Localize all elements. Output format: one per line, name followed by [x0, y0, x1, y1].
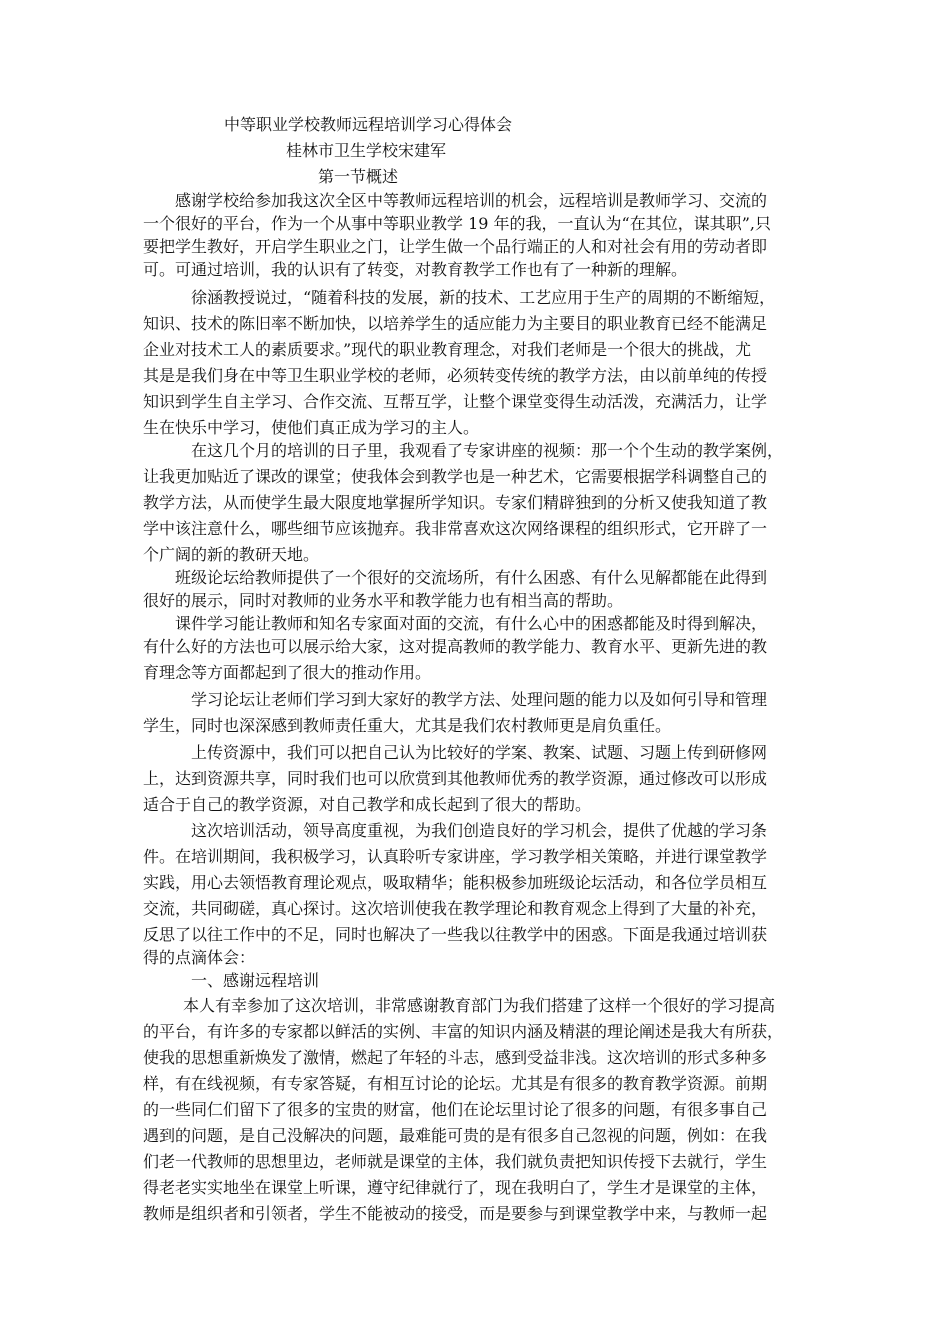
- body-line: 件。在培训期间，我积极学习，认真聆听专家讲座，学习教学相关策略，并进行课堂教学: [143, 847, 768, 866]
- body-line: 要把学生教好，开启学生职业之门，让学生做一个品行端正的人和对社会有用的劳动者即: [143, 237, 768, 256]
- body-line: 的平台，有许多的专家都以鲜活的实例、丰富的知识内涵及精湛的理论阐述是我大有所获，: [143, 1022, 784, 1041]
- body-line: 徐涵教授说过，“随着科技的发展，新的技术、工艺应用于生产的周期的不断缩短，: [191, 288, 776, 307]
- document-title: 中等职业学校教师远程培训学习心得体会: [224, 115, 513, 134]
- body-line: 知识到学生自主学习、合作交流、互帮互学，让整个课堂变得生动活泼，充满活力，让学: [143, 392, 768, 411]
- body-line: 教学方法，从而使学生最大限度地掌握所学知识。专家们精辟独到的分析又使我知道了教: [143, 493, 768, 512]
- body-line: 学生，同时也深深感到教师责任重大，尤其是我们农村教师更是肩负重任。: [143, 716, 672, 735]
- body-line: 生在快乐中学习，使他们真正成为学习的主人。: [143, 418, 480, 437]
- subsection-heading: 一、感谢远程培训: [191, 971, 320, 990]
- body-line: 育理念等方面都起到了很大的推动作用。: [143, 663, 432, 682]
- body-line: 样，有在线视频，有专家答疑，有相互讨论的论坛。尤其是有很多的教育教学资源。前期: [143, 1074, 768, 1093]
- section-title: 第一节概述: [318, 167, 399, 186]
- body-line: 本人有幸参加了这次培训，非常感谢教育部门为我们搭建了这样一个很好的学习提高: [183, 996, 776, 1015]
- body-line: 上，达到资源共享，同时我们也可以欣赏到其他教师优秀的教学资源，通过修改可以形成: [143, 769, 768, 788]
- body-line: 学中该注意什么，哪些细节应该抛弃。我非常喜欢这次网络课程的组织形式，它开辟了一: [143, 519, 768, 538]
- body-line: 适合于自己的教学资源，对自己教学和成长起到了很大的帮助。: [143, 795, 592, 814]
- body-line: 这次培训活动，领导高度重视，为我们创造良好的学习机会，提供了优越的学习条: [191, 821, 768, 840]
- body-line: 感谢学校给参加我这次全区中等教师远程培训的机会，远程培训是教师学习、交流的: [175, 191, 768, 210]
- body-line: 其是是我们身在中等卫生职业学校的老师，必须转变传统的教学方法，由以前单纯的传授: [143, 366, 768, 385]
- body-line: 交流，共同砌磋，真心探讨。这次培训使我在教学理论和教育观念上得到了大量的补充，: [143, 899, 768, 918]
- body-line: 遇到的问题，是自己没解决的问题，最难能可贵的是有很多自己忽视的问题，例如：在我: [143, 1126, 768, 1145]
- body-line: 让我更加贴近了课改的课堂；使我体会到教学也是一种艺术，它需要根据学科调整自己的: [143, 467, 768, 486]
- body-line: 企业对技术工人的素质要求。”现代的职业教育理念，对我们老师是一个很大的挑战，尤: [143, 340, 752, 359]
- body-line: 学习论坛让老师们学习到大家好的教学方法、处理问题的能力以及如何引导和管理: [191, 690, 768, 709]
- body-line: 在这几个月的培训的日子里，我观看了专家讲座的视频：那一个个生动的教学案例，: [191, 441, 784, 460]
- body-line: 得老老实实地坐在课堂上听课，遵守纪律就行了，现在我明白了，学生才是课堂的主体，: [143, 1178, 768, 1197]
- body-line: 可。可通过培训，我的认识有了转变，对教育教学工作也有了一种新的理解。: [143, 260, 688, 279]
- body-line: 知识、技术的陈旧率不断加快，以培养学生的适应能力为主要目的职业教育已经不能满足: [143, 314, 768, 333]
- body-line: 实践，用心去领悟教育理论观点，吸取精华；能积极参加班级论坛活动，和各位学员相互: [143, 873, 768, 892]
- document-author: 桂林市卫生学校宋建军: [286, 141, 447, 160]
- body-line: 的一些同仁们留下了很多的宝贵的财富，他们在论坛里讨论了很多的问题，有很多事自己: [143, 1100, 768, 1119]
- body-line: 个广阔的新的教研天地。: [143, 545, 320, 564]
- body-line: 使我的思想重新焕发了激情，燃起了年轻的斗志，感到受益非浅。这次培训的形式多种多: [143, 1048, 768, 1067]
- body-line: 教师是组织者和引领者，学生不能被动的接受，而是要参与到课堂教学中来，与教师一起: [143, 1204, 768, 1223]
- body-line: 得的点滴体会：: [143, 948, 256, 967]
- body-line: 们老一代教师的思想里边，老师就是课堂的主体，我们就负责把知识传授下去就行，学生: [143, 1152, 768, 1171]
- body-line: 班级论坛给教师提供了一个很好的交流场所，有什么困惑、有什么见解都能在此得到: [175, 568, 768, 587]
- body-line: 课件学习能让教师和知名专家面对面的交流，有什么心中的困惑都能及时得到解决，: [175, 614, 768, 633]
- body-line: 上传资源中，我们可以把自己认为比较好的学案、教案、试题、习题上传到研修网: [191, 743, 768, 762]
- body-line: 一个很好的平台，作为一个从事中等职业教学 19 年的我，一直认为“在其位，谋其职”,只: [143, 214, 771, 233]
- body-line: 有什么好的方法也可以展示给大家，这对提高教师的教学能力、教育水平、更新先进的教: [143, 637, 768, 656]
- body-line: 反思了以往工作中的不足，同时也解决了一些我以往教学中的困惑。下面是我通过培训获: [143, 925, 768, 944]
- body-line: 很好的展示，同时对教师的业务水平和教学能力也有相当高的帮助。: [143, 591, 624, 610]
